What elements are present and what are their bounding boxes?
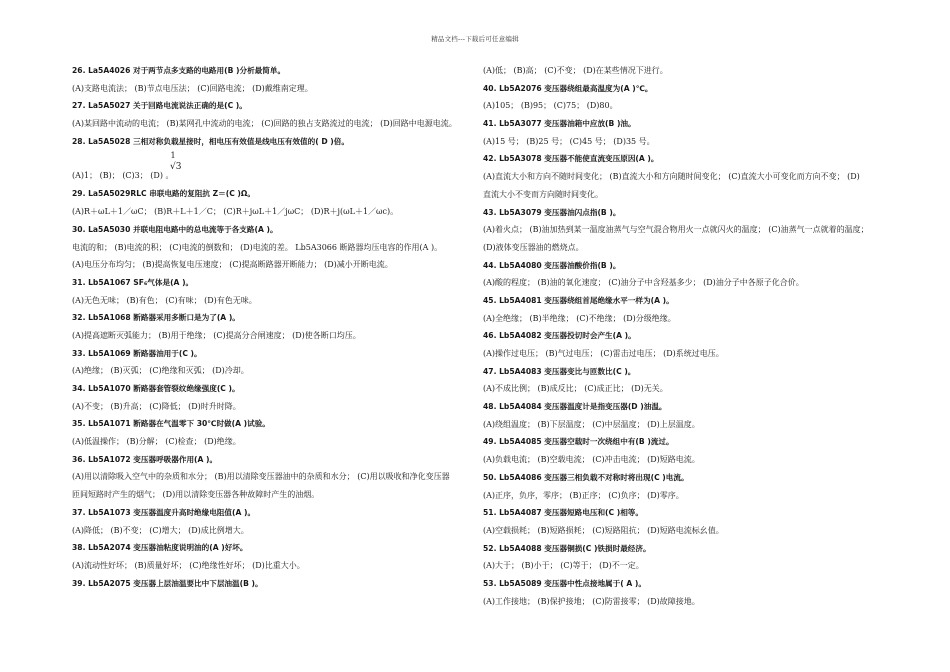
question-line: 39. Lb5A2075 变压器上层油温要比中下层油温(B )。 xyxy=(72,578,263,588)
question-line: 29. La5A5029RLC 串联电路的复阻抗 Z＝(C )Ω。 xyxy=(72,189,255,199)
fraction-denominator: √3 xyxy=(170,162,182,173)
options-line-with-fraction xyxy=(72,150,472,185)
question-line: 33. Lb5A1069 断路器油用于(C )。 xyxy=(72,348,202,358)
options-line: 电流的和； (B)电流的积； (C)电流的倒数和； (D)电流的差。 Lb5A3066 断路器均压电容的作用(A )。 xyxy=(72,242,443,252)
options-line: (A)全绝缘； (B)半绝缘； (C)不绝缘； (D)分级绝缘。 xyxy=(483,313,676,323)
options-line: (A)低； (B)高； (C)不变； (D)在某些情况下进行。 xyxy=(483,66,668,75)
options-line: (A)R＋ωL＋1／ωC； (B)R＋L＋1／C； (C)R＋jωL＋1／jωC； (D)R＋j(ωL＋1／ωc)。 xyxy=(72,207,399,217)
options-line: (A)用以清除吸入空气中的杂质和水分； (B)用以清除变压器油中的杂质和水分； (C)用以吸收和净化变压器 xyxy=(72,472,450,482)
options-line: 匝间短路时产生的烟气； (D)用以清除变压器各种故障时产生的油烟。 xyxy=(72,490,320,500)
options-line: 直流大小不变而方向随时间变化。 xyxy=(483,189,603,199)
options-line: (A)直流大小和方向不随时间变化； (B)直流大小和方向随时间变化； (C)直流大小可变化而方向不变； (D) xyxy=(483,172,860,182)
question-line: 46. Lb5A4082 变压器投切时会产生(A )。 xyxy=(483,331,636,341)
question-line: 44. Lb5A4080 变压器油酸价指(B )。 xyxy=(483,260,621,270)
options-line: (A)无色无味； (B)有色； (C)有味； (D)有色无味。 xyxy=(72,295,257,305)
options-text: (A)1； (B)； (C)3； (D) 。 xyxy=(72,171,174,181)
question-line: 34. Lb5A1070 断路器套管裂纹绝缘强度(C )。 xyxy=(72,384,240,393)
question-line: 28. La5A5028 三相对称负载星接时，相电压有效值是线电压有效值的( D )倍。 xyxy=(72,136,349,146)
options-line: (A)不成比例； (B)成反比； (C)成正比； (D)无关。 xyxy=(483,384,668,394)
fraction-numerator: 1 xyxy=(170,151,176,161)
options-line: (A)低温操作； (B)分解； (C)检查； (D)绝缘。 xyxy=(72,437,241,447)
options-line: (A)负载电流； (B)空载电流； (C)冲击电流； (D)短路电流。 xyxy=(483,455,700,465)
options-line: (A)电压分布均匀； (B)提高恢复电压速度； (C)提高断路器开断能力； (D)减小开断电流。 xyxy=(72,260,393,270)
question-line: 51. Lb5A4087 变压器短路电压和(C )相等。 xyxy=(483,508,643,518)
question-line: 32. Lb5A1068 断路器采用多断口是为了(A )。 xyxy=(72,313,240,323)
page-header: 精品文档---下载后可任意编辑 xyxy=(431,35,519,43)
question-line: 53. Lb5A5089 变压器中性点接地属于( A )。 xyxy=(483,578,646,588)
options-line: (A)流动性好坏； (B)质量好坏； (C)绝缘性好坏； (D)比重大小。 xyxy=(72,560,305,570)
options-line: (A)酸的程度； (B)油的氧化速度； (C)油分子中含羟基多少； (D)油分子中各原子化合价。 xyxy=(483,278,804,288)
options-line: (D)液体变压器油的燃烧点。 xyxy=(483,242,584,252)
question-line: 27. La5A5027 关于回路电流说法正确的是(C )。 xyxy=(72,101,247,111)
right-column xyxy=(483,62,883,610)
question-line: 41. Lb5A3077 变压器油箱中应放(B )油。 xyxy=(483,119,636,129)
question-line: 36. Lb5A1072 变压器呼吸器作用(A )。 xyxy=(72,454,218,464)
question-line: 37. Lb5A1073 变压器温度升高时绝缘电阻值(A )。 xyxy=(72,507,256,517)
question-line: 43. Lb5A3079 变压器油闪点指(B )。 xyxy=(483,207,621,217)
question-line: 45. Lb5A4081 变压器绕组首尾绝缘水平一样为(A )。 xyxy=(483,295,674,305)
options-line: (A)某回路中流动的电流； (B)某网孔中流动的电流； (C)回路的独占支路流过的电流； (D)回路中电源电流。 xyxy=(72,119,457,129)
question-line: 30. La5A5030 并联电阻电路中的总电流等于各支路(A )。 xyxy=(72,224,278,234)
options-line: (A)提高遮断灭弧能力； (B)用于绝缘； (C)提高分合闸速度； (D)使各断口均压。 xyxy=(72,330,361,340)
options-line: (A)105； (B)95； (C)75； (D)80。 xyxy=(483,101,618,111)
options-line: (A)工作接地； (B)保护接地； (C)防雷接零； (D)故障接地。 xyxy=(483,596,700,606)
options-line: (A)空载损耗； (B)短路损耗； (C)短路阻抗； (D)短路电流标幺值。 xyxy=(483,525,724,535)
options-line: (A)绕组温度； (B)下层温度； (C)中层温度； (D)上层温度。 xyxy=(483,419,700,429)
question-line: 31. Lb5A1067 SF₆气体是(A )。 xyxy=(72,277,194,287)
question-line: 40. Lb5A2076 变压器绕组最高温度为(A )℃。 xyxy=(483,83,653,93)
question-line: 35. Lb5A1071 断路器在气温零下 30℃时做(A )试验。 xyxy=(72,419,270,429)
options-line: (A)绝缘； (B)灭弧； (C)绝缘和灭弧； (D)冷却。 xyxy=(72,366,249,376)
question-line: 50. Lb5A4086 变压器三相负载不对称时将出现(C )电流。 xyxy=(483,472,689,482)
question-line: 26. La5A4026 对于两节点多支路的电路用(B )分析最简单。 xyxy=(72,66,286,75)
options-line: (A)着火点； (B)油加热到某一温度油蒸气与空气混合物用火一点就闪火的温度； (C)油蒸气一点就着的温度； xyxy=(483,225,869,235)
options-line: (A)支路电流法； (B)节点电压法； (C)回路电流； (D)戴维南定理。 xyxy=(72,83,313,93)
question-line: 49. Lb5A4085 变压器空载时一次绕组中有(B )流过。 xyxy=(483,437,674,447)
question-line: 52. Lb5A4088 变压器铜损(C )铁损时最经济。 xyxy=(483,543,651,553)
question-line: 47. Lb5A4083 变压器变比与匝数比(C )。 xyxy=(483,366,636,376)
options-line: (A)不变； (B)升高； (C)降低； (D)时升时降。 xyxy=(72,401,241,411)
options-line: (A)正序，负序，零序； (B)正序； (C)负序； (D)零序。 xyxy=(483,490,684,500)
question-line: 42. Lb5A3078 变压器不能使直流变压原因(A )。 xyxy=(483,154,659,164)
options-line: (A)降低； (B)不变； (C)增大； (D)成比例增大。 xyxy=(72,525,249,535)
question-line: 38. Lb5A2074 变压器油粘度说明油的(A )好坏。 xyxy=(72,543,248,553)
question-line: 48. Lb5A4084 变压器温度计是指变压器(D )油温。 xyxy=(483,402,667,412)
options-line: (A)操作过电压； (B)气过电压； (C)雷击过电压； (D)系统过电压。 xyxy=(483,349,724,358)
options-line: (A)大于； (B)小于； (C)等于； (D)不一定。 xyxy=(483,561,644,571)
left-column xyxy=(72,62,472,592)
options-line: (A)15 号； (B)25 号； (C)45 号； (D)35 号。 xyxy=(483,136,655,146)
